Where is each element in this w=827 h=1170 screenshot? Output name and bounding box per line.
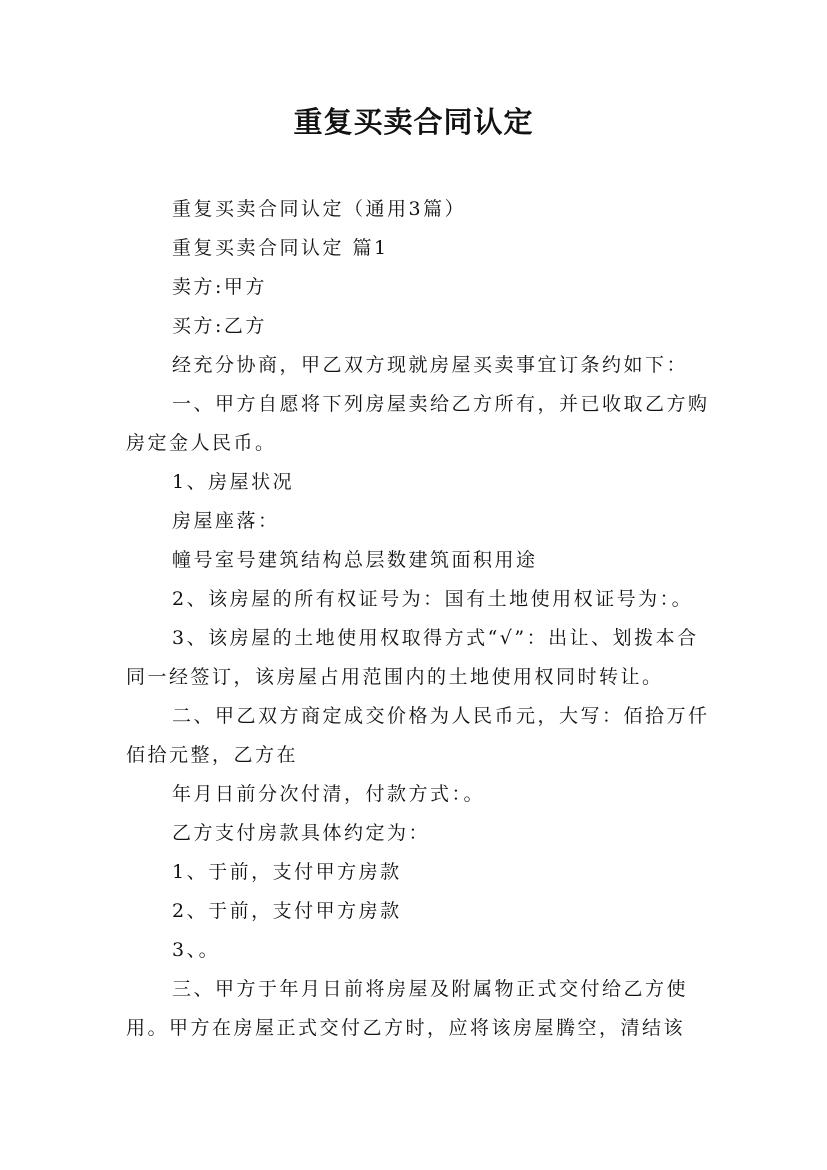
paragraph-intro: 经充分协商，甲乙双方现就房屋买卖事宜订条约如下： bbox=[172, 354, 689, 376]
paragraph-clause-1: 一、甲方自愿将下列房屋卖给乙方所有，并已收取乙方购房定金人民币。 bbox=[126, 393, 710, 454]
paragraph-house-location: 房屋座落： bbox=[172, 510, 280, 532]
document-body bbox=[126, 190, 716, 1048]
paragraph-payment-item-1: 1、于前，支付甲方房款 bbox=[172, 861, 402, 883]
paragraph-seller: 卖方:甲方 bbox=[172, 276, 267, 298]
paragraph-subtitle: 重复买卖合同认定（通用3篇） bbox=[172, 198, 467, 220]
paragraph-payment-deadline: 年月日前分次付清，付款方式：。 bbox=[172, 783, 486, 805]
paragraph-buyer: 买方:乙方 bbox=[172, 315, 267, 337]
paragraph-certificate: 2、该房屋的所有权证号为：国有土地使用权证号为：。 bbox=[172, 588, 694, 610]
paragraph-payment-item-3: 3、。 bbox=[172, 939, 221, 961]
paragraph-house-details: 幢号室号建筑结构总层数建筑面积用途 bbox=[172, 549, 538, 571]
document-title: 重复买卖合同认定 bbox=[293, 105, 534, 139]
paragraph-payment-item-2: 2、于前，支付甲方房款 bbox=[172, 900, 402, 922]
paragraph-clause-3: 三、甲方于年月日前将房屋及附属物正式交付给乙方使用。甲方在房屋正式交付乙方时，应将该房屋腾空，清结该 bbox=[126, 978, 689, 1039]
paragraph-section-heading: 重复买卖合同认定 篇1 bbox=[172, 237, 389, 259]
paragraph-house-status: 1、房屋状况 bbox=[172, 471, 295, 493]
paragraph-payment-terms: 乙方支付房款具体约定为： bbox=[172, 822, 431, 844]
paragraph-land-use: 3、该房屋的土地使用权取得方式“√”：出让、划拨本合同一经签订，该房屋占用范围内的土地使用权同时转让。 bbox=[126, 627, 699, 688]
paragraph-clause-2: 二、甲乙双方商定成交价格为人民币元，大写：佰拾万仟佰拾元整，乙方在 bbox=[126, 705, 710, 766]
